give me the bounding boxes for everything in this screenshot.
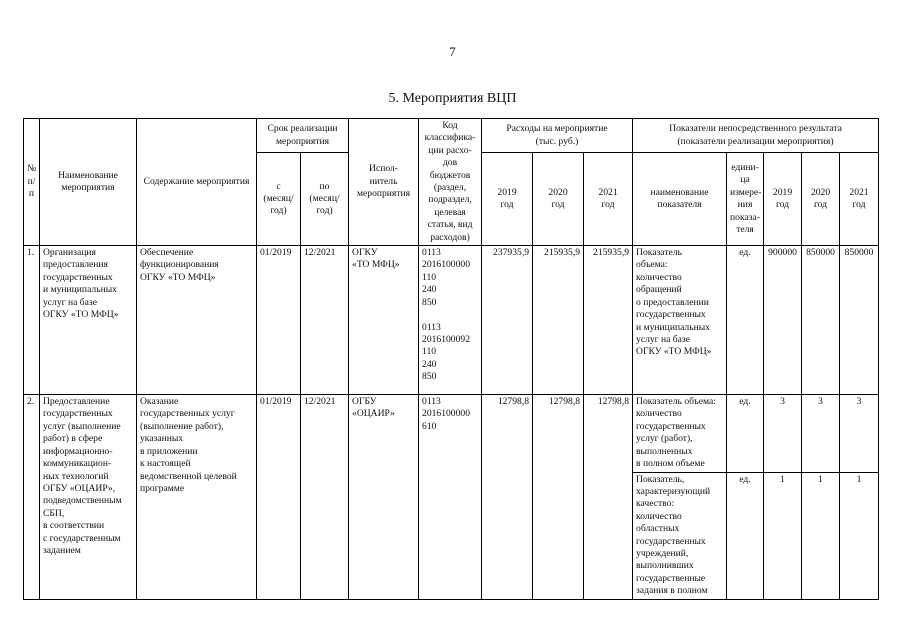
indicator-unit: ед. (727, 395, 764, 472)
section-title: 5. Мероприятия ВЦП (388, 91, 517, 106)
expense-2019: 12798,8 (482, 395, 533, 600)
expense-2019: 237935,9 (482, 246, 533, 395)
header-name: Наименование мероприятия (40, 119, 137, 246)
indicator-2019: 1 (764, 472, 802, 599)
indicator-name: Показатель, характеризующий качество: количество областных государственных учреждений, выполнивших государственные задания в полном (633, 472, 727, 599)
table-row (24, 246, 879, 395)
header-indicator-unit: едини- ца измере- ния показа- теля (727, 153, 764, 246)
indicator-name: Показатель объема: количество обращений о предоставлении государственных и муниципальных услуг на базе ОГКУ «ТО МФЦ» (633, 246, 727, 395)
activity-content: Обеспечение функционирования ОГКУ «ТО МФЦ» (137, 246, 257, 395)
header-indicator-year: 2020 год (802, 153, 840, 246)
executor: ОГКУ «ТО МФЦ» (349, 246, 419, 395)
indicator-2021: 3 (840, 395, 879, 472)
indicator-2021: 1 (840, 472, 879, 599)
page-number: 7 (449, 44, 456, 59)
header-expenses: Расходы на мероприятие (тыс. руб.) (482, 119, 633, 153)
header-exp-year: 2019 год (482, 153, 533, 246)
indicator-2019: 900000 (764, 246, 802, 395)
expense-2021: 215935,9 (584, 246, 633, 395)
indicator-2020: 3 (802, 395, 840, 472)
header-period: Срок реализации мероприятия (257, 119, 349, 153)
header-exp-year: 2020 год (533, 153, 584, 246)
activity-name: Организация предоставления государственных и муниципальных услуг на базе ОГКУ «ТО МФЦ» (40, 246, 137, 395)
period-to: 12/2021 (301, 395, 349, 600)
indicator-unit: ед. (727, 246, 764, 395)
activities-table (23, 118, 879, 600)
header-content: Содержание мероприятия (137, 119, 257, 246)
budget-code: 0113 2016100000 610 (419, 395, 482, 600)
executor: ОГБУ «ОЦАИР» (349, 395, 419, 600)
header-period-from: с (месяц/ год) (257, 153, 301, 246)
indicator-2021: 850000 (840, 246, 879, 395)
period-from: 01/2019 (257, 395, 301, 600)
activity-content: Оказание государственных услуг (выполнение работ), указанных в приложении к настоящей ведомственной целевой программе (137, 395, 257, 600)
header-code: Код классифика- ции расхо- дов бюджетов (раздел, подраздел, целевая статья, вид расходов) (419, 119, 482, 246)
indicator-name: Показатель объема: количество государственных услуг (работ), выполненных в полном объеме (633, 395, 727, 472)
period-to: 12/2021 (301, 246, 349, 395)
header-indicator-name: наименование показателя (633, 153, 727, 246)
header-exp-year: 2021 год (584, 153, 633, 246)
header-num: № п/п (24, 119, 40, 246)
budget-code: 0113 2016100000 110 240 850 0113 2016100092 110 240 850 (419, 246, 482, 395)
expense-2021: 12798,8 (584, 395, 633, 600)
header-indicator-year: 2019 год (764, 153, 802, 246)
header-row-top (24, 119, 879, 153)
indicator-2019: 3 (764, 395, 802, 472)
table-row (24, 395, 879, 472)
header-indicator-year: 2021 год (840, 153, 879, 246)
row-num: 2. (24, 395, 40, 600)
indicator-unit: ед. (727, 472, 764, 599)
header-indicators: Показатели непосредственного результата (показатели реализации мероприятия) (633, 119, 879, 153)
expense-2020: 215935,9 (533, 246, 584, 395)
header-period-to: по (месяц/ год) (301, 153, 349, 246)
period-from: 01/2019 (257, 246, 301, 395)
activity-name: Предоставление государственных услуг (выполнение работ) в сфере информационно- коммуникацион- ных технологий ОГБУ «ОЦАИР», подведомственным СБП, в соответствии с государственным заданием (40, 395, 137, 600)
row-num: 1. (24, 246, 40, 395)
header-executor: Испол- нитель мероприятия (349, 119, 419, 246)
indicator-2020: 1 (802, 472, 840, 599)
expense-2020: 12798,8 (533, 395, 584, 600)
indicator-2020: 850000 (802, 246, 840, 395)
